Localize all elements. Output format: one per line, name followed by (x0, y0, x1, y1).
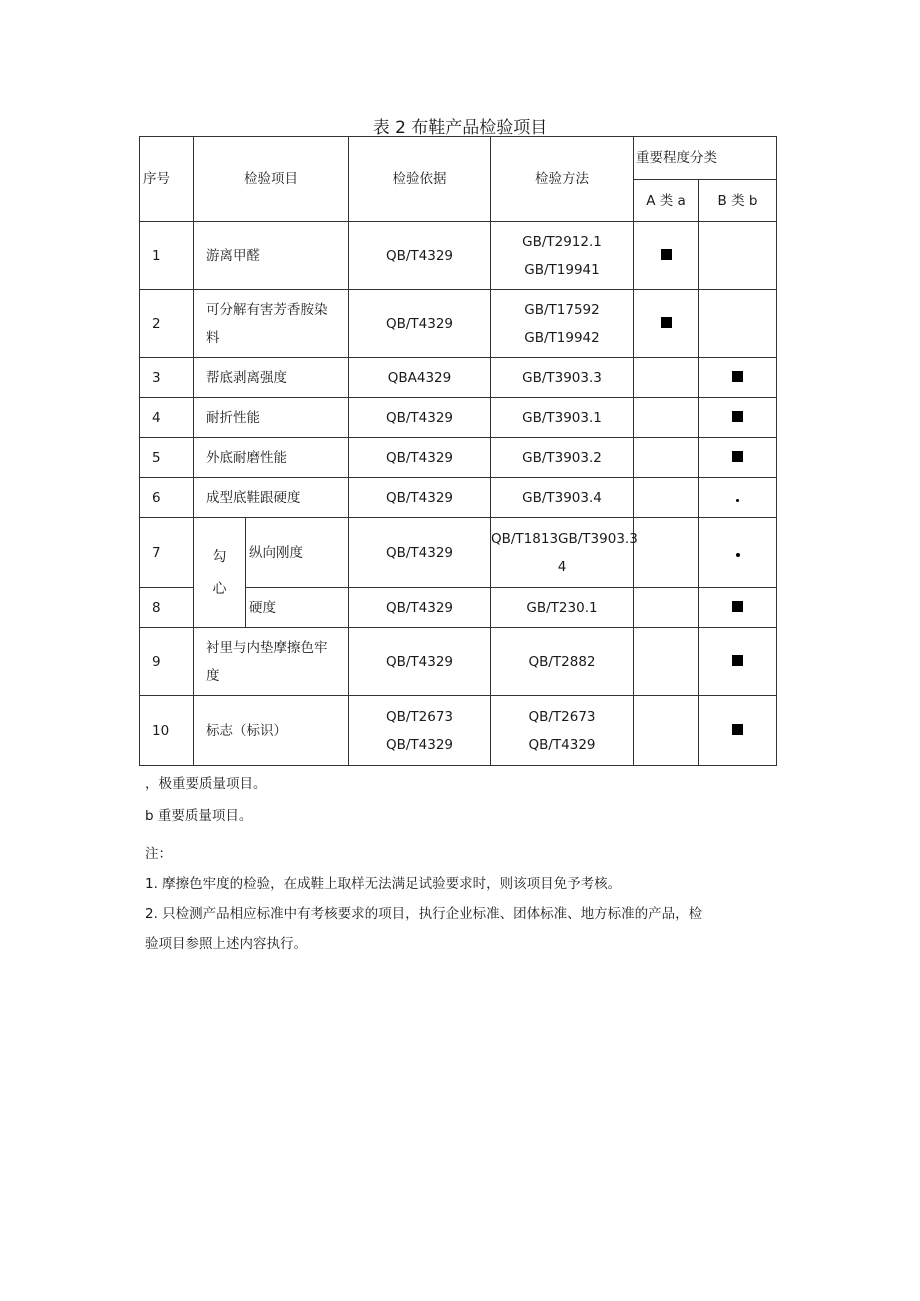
row-item: 耐折性能 (194, 398, 349, 438)
row-method (491, 696, 634, 766)
header-item: 检验项目 (194, 137, 349, 222)
row-item (194, 290, 349, 358)
class-a-cell (634, 478, 699, 518)
dot-mark-icon (736, 499, 739, 502)
row-basis: QB/T4329 (349, 222, 491, 290)
inspection-table (139, 136, 777, 766)
row-item: 标志（标识） (194, 696, 349, 766)
class-b-cell (699, 358, 777, 398)
note-1: 1. 摩擦色牢度的检验，在成鞋上取样无法满足试验要求时，则该项目免予考核。 (145, 876, 622, 892)
row-item: 硬度 (246, 588, 349, 628)
note-2-line-2: 验项目参照上述内容执行。 (145, 936, 307, 952)
row-method (491, 518, 638, 588)
class-b-cell (699, 588, 777, 628)
row-no: 5 (140, 438, 194, 478)
item-line: 料 (206, 329, 220, 346)
row-basis: QB/T4329 (349, 588, 491, 628)
footnote-a: ，极重要质量项目。 (145, 776, 267, 792)
square-mark-icon (732, 371, 743, 382)
method-line: QB/T1813GB/T3903.3 (491, 530, 638, 547)
row-basis (349, 696, 491, 766)
table-row (140, 358, 777, 398)
row-basis: QB/T4329 (349, 398, 491, 438)
square-mark-icon (661, 317, 672, 328)
row-basis: QB/T4329 (349, 628, 491, 696)
group-char: 心 (212, 580, 227, 597)
row-no: 2 (140, 290, 194, 358)
item-line: 可分解有害芳香胺染 (206, 301, 328, 318)
basis-line: QB/T4329 (385, 736, 454, 753)
row-method: GB/T3903.3 (491, 358, 634, 398)
method-line: 4 (557, 558, 567, 575)
header-class-a: A 类 a (634, 180, 699, 222)
row-no: 10 (140, 696, 194, 766)
table-row (140, 628, 777, 696)
table-row (140, 438, 777, 478)
class-a-cell (634, 438, 699, 478)
class-a-cell (634, 222, 699, 290)
item-line: 度 (206, 667, 220, 684)
class-b-cell (699, 222, 777, 290)
method-line: QB/T2673 (528, 708, 596, 725)
table-title: 表 2 布鞋产品检验项目 (372, 118, 548, 138)
class-b-cell (699, 478, 777, 518)
square-mark-icon (661, 249, 672, 260)
square-mark-icon (732, 724, 743, 735)
square-mark-icon (732, 411, 743, 422)
method-line: QB/T4329 (528, 736, 596, 753)
row-basis: QB/T4329 (349, 518, 491, 588)
class-a-cell (634, 358, 699, 398)
table-row (140, 290, 777, 358)
row-item: 成型底鞋跟硬度 (194, 478, 349, 518)
row-item (194, 628, 349, 696)
header-basis: 检验依据 (349, 137, 491, 222)
row-method: GB/T230.1 (491, 588, 634, 628)
table-row (140, 398, 777, 438)
item-line: 衬里与内垫摩擦色牢 (206, 639, 328, 656)
group-char: 勾 (212, 548, 227, 565)
row-method (491, 222, 634, 290)
note-2-line-1: 2. 只检测产品相应标准中有考核要求的项目，执行企业标准、团体标准、地方标准的产品，检 (145, 906, 703, 922)
row-item: 游离甲醛 (194, 222, 349, 290)
row-method: QB/T2882 (491, 628, 634, 696)
notes-heading: 注： (145, 846, 172, 862)
row-no: 7 (140, 518, 194, 588)
method-line: GB/T19941 (524, 261, 600, 278)
square-mark-icon (732, 655, 743, 666)
class-b-cell (699, 518, 777, 588)
row-basis: QB/T4329 (349, 478, 491, 518)
class-b-cell (699, 696, 777, 766)
header-importance: 重要程度分类 (634, 137, 777, 180)
row-no: 1 (140, 222, 194, 290)
method-line: GB/T2912.1 (522, 233, 602, 250)
row-no: 9 (140, 628, 194, 696)
row-item: 帮底剥离强度 (194, 358, 349, 398)
class-b-cell (699, 290, 777, 358)
row-basis: QBA4329 (349, 358, 491, 398)
method-line: GB/T19942 (524, 329, 600, 346)
method-line: GB/T17592 (524, 301, 600, 318)
class-a-cell (634, 588, 699, 628)
basis-line: QB/T2673 (385, 708, 454, 725)
row-no: 6 (140, 478, 194, 518)
header-row (140, 137, 777, 180)
class-a-cell (634, 398, 699, 438)
square-mark-icon (732, 451, 743, 462)
table-row (140, 478, 777, 518)
footnote-b: b 重要质量项目。 (145, 808, 253, 824)
class-b-cell (699, 398, 777, 438)
row-no: 3 (140, 358, 194, 398)
dot-mark-icon (736, 553, 740, 557)
row-method: GB/T3903.1 (491, 398, 634, 438)
table-row (140, 696, 777, 766)
row-method (491, 290, 634, 358)
header-method: 检验方法 (491, 137, 634, 222)
class-a-cell (634, 696, 699, 766)
row-no: 8 (140, 588, 194, 628)
class-a-cell (634, 628, 699, 696)
group-label-text (213, 541, 227, 605)
row-method: GB/T3903.4 (491, 478, 634, 518)
row-no: 4 (140, 398, 194, 438)
row-basis: QB/T4329 (349, 290, 491, 358)
square-mark-icon (732, 601, 743, 612)
class-a-cell (634, 290, 699, 358)
header-no: 序号 (140, 137, 194, 222)
table-row (140, 222, 777, 290)
class-b-cell (699, 438, 777, 478)
header-class-b: B 类 b (699, 180, 777, 222)
row-basis: QB/T4329 (349, 438, 491, 478)
class-b-cell (699, 628, 777, 696)
row-method: GB/T3903.2 (491, 438, 634, 478)
row-item: 外底耐磨性能 (194, 438, 349, 478)
group-label-shank (194, 518, 246, 628)
table-row (140, 518, 777, 588)
class-a-cell (634, 518, 699, 588)
row-item: 纵向刚度 (246, 518, 349, 588)
